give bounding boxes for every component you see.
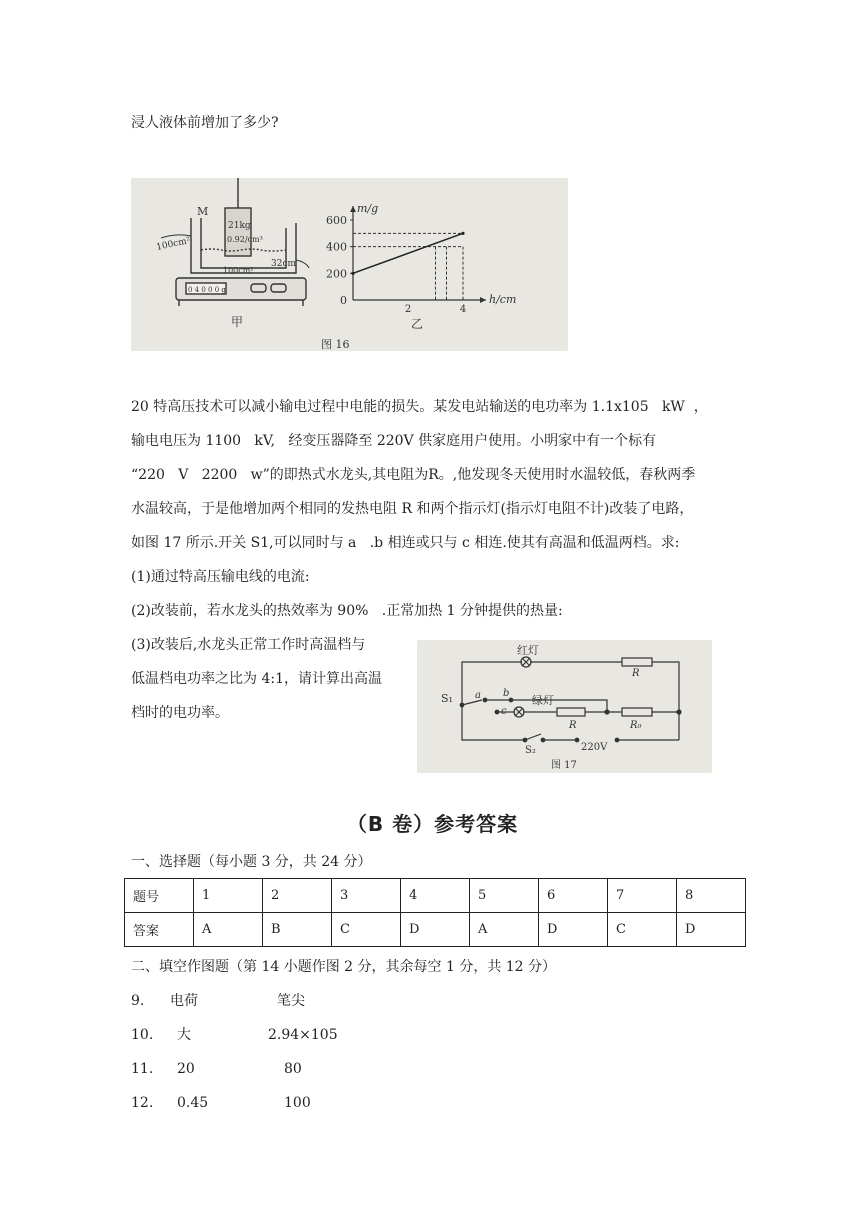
x-tick-label: 2 [404, 304, 412, 315]
fill-answer-10a: 大 [177, 1027, 191, 1043]
label-m: M [197, 205, 209, 218]
table-cell: 题号 [125, 879, 194, 913]
q20-line-1: 20 特高压技术可以减小输电过程中电能的损失。某发电站输送的电功率为 1.1x105 kW ， [131, 399, 708, 415]
hand-note-mass: 21kg [228, 221, 251, 231]
switch-s2-blade [525, 734, 541, 740]
q20-line-4: 水温较高，于是他增加两个相同的发热电阻 R 和两个指示灯(指示灯电阻不计)改装了电路， [131, 501, 694, 517]
fill-answer-11b: 80 [284, 1061, 302, 1077]
q20-part-3-line-3: 档时的电功率。 [131, 705, 229, 721]
label-jia: 甲 [231, 315, 244, 329]
fill-answer-9a: 电荷 [170, 993, 198, 1009]
y-tick-label: 400 [326, 240, 347, 254]
resistor-r0 [622, 708, 652, 716]
table-cell: 6 [539, 879, 608, 913]
hand-note-area: 100cm² [155, 236, 192, 253]
green-lamp-label: 绿灯 [532, 694, 554, 707]
figure-16-caption: 图 16 [321, 338, 350, 351]
q20-line-3: “220 V 2200 w”的即热式水龙头,其电阻为R。,他发现冬天使用时水温较低，春秋两季 [131, 467, 696, 483]
table-cell: D [401, 913, 470, 947]
table-cell: A [470, 913, 539, 947]
resistor-mid-label: R [569, 720, 577, 731]
fill-num-10: 10. [131, 1027, 154, 1043]
figure-16 [131, 178, 568, 351]
y-axis-label: m/g [357, 202, 379, 215]
figure-17 [417, 640, 712, 773]
y-tick-label: 200 [326, 267, 347, 281]
resistor-top-label: R [632, 668, 640, 679]
q20-part-1: (1)通过特高压输电线的电流: [131, 569, 310, 585]
resistor-top [622, 658, 652, 666]
table-cell: D [677, 913, 746, 947]
table-row [125, 879, 746, 913]
hand-note-base: 100cm² [223, 266, 254, 275]
q20-part-3-line-2: 低温档电功率之比为 4:1，请计算出高温 [131, 671, 382, 687]
table-cell: 答案 [125, 913, 194, 947]
answer-table [124, 878, 746, 947]
y-tick-label: 600 [326, 214, 347, 227]
voltage-label: 220V [581, 742, 608, 753]
chart-16 [326, 206, 486, 315]
answers-title: （B 卷）参考答案 [346, 812, 519, 836]
table-cell: 8 [677, 879, 746, 913]
hand-note-density: 0.92/cm³ [227, 235, 263, 244]
table-cell: B [263, 913, 332, 947]
y-tick-label: 0 [340, 294, 347, 307]
table-cell: D [539, 913, 608, 947]
switch-s2-label: S₂ [525, 745, 536, 756]
table-cell: 2 [263, 879, 332, 913]
x-axis-arrow [480, 297, 486, 303]
x-tick-label: 4 [459, 304, 467, 315]
q20-part-3-line-1: (3)改装后,水龙头正常工作时高温档与 [131, 637, 366, 653]
switch-s1-label: S₁ [441, 692, 453, 705]
section-2-heading: 二、填空作图题（第 14 小题作图 2 分，其余每空 1 分，共 12 分） [131, 959, 557, 975]
table-cell: 7 [608, 879, 677, 913]
contact-a-label: a [475, 690, 481, 701]
data-point [351, 272, 354, 275]
fill-num-9: 9. [131, 993, 145, 1009]
data-point [461, 232, 464, 235]
hand-note-depth: 32cm [271, 259, 297, 269]
table-cell: C [332, 913, 401, 947]
table-cell: 5 [470, 879, 539, 913]
resistor-r0-label: R₀ [630, 720, 642, 731]
table-cell: A [194, 913, 263, 947]
y-axis-arrow [350, 206, 356, 212]
section-1-heading: 一、选择题（每小题 3 分，共 24 分） [131, 854, 372, 870]
fill-answer-10b: 2.94×105 [268, 1027, 338, 1043]
q20-part-2: (2)改装前，若水龙头的热效率为 90% .正常加热 1 分钟提供的热量: [131, 603, 563, 619]
contact-b-label: b [503, 688, 510, 699]
x-axis-label: h/cm [489, 293, 517, 306]
question-tail: 浸人液体前增加了多少? [131, 115, 279, 131]
scale-display: 0 4 0 0 0 g [188, 286, 226, 294]
table-cell: C [608, 913, 677, 947]
fill-answer-11a: 20 [177, 1061, 195, 1077]
table-cell: 1 [194, 879, 263, 913]
fill-answer-12b: 100 [284, 1095, 311, 1111]
q20-line-5: 如图 17 所示.开关 S1,可以同时与 a .b 相连或只与 c 相连.使其有高温和低温两档。求: [131, 535, 680, 551]
q20-line-2: 输电电压为 1100 kV, 经变压器降至 220V 供家庭用户使用。小明家中有一个标有 [131, 433, 657, 449]
fill-answer-9b: 笔尖 [277, 993, 305, 1009]
table-cell: 3 [332, 879, 401, 913]
figure-17-caption: 图 17 [551, 760, 577, 771]
contact-c-label: c [501, 706, 507, 717]
red-lamp-label: 红灯 [517, 644, 539, 657]
resistor-mid [557, 708, 585, 716]
fill-num-12: 12. [131, 1095, 154, 1111]
label-yi: 乙 [411, 317, 424, 331]
table-cell: 4 [401, 879, 470, 913]
table-row [125, 913, 746, 947]
fill-answer-12a: 0.45 [177, 1095, 209, 1111]
fill-num-11: 11. [131, 1061, 154, 1077]
